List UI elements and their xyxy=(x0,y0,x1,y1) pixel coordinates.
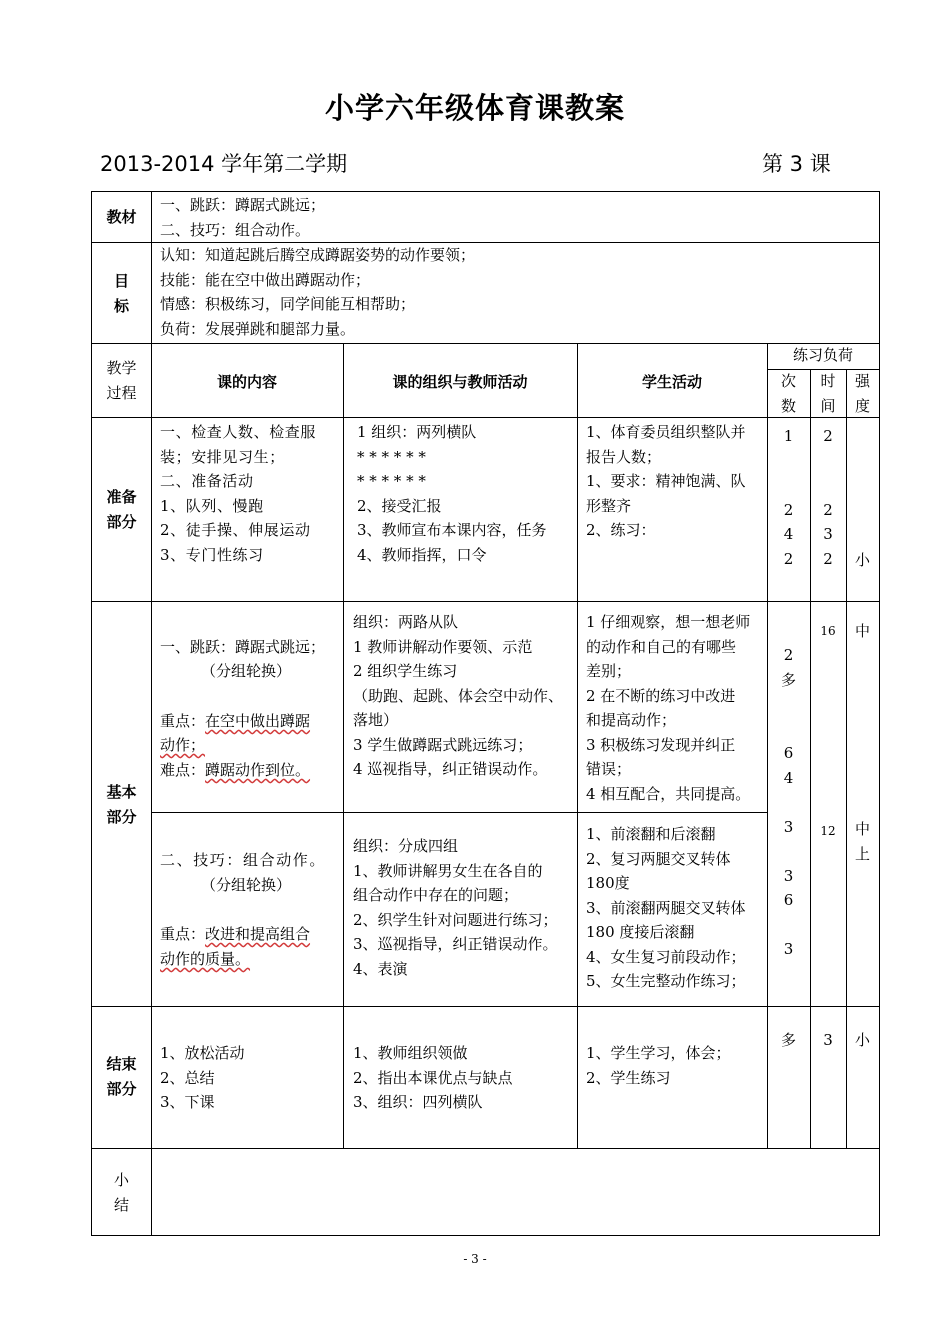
basic-label: 基本 部分 xyxy=(106,783,137,826)
org-header: 课的组织与教师活动 xyxy=(392,373,528,391)
times-header: 次 数 xyxy=(780,372,796,415)
end-time: 3 xyxy=(823,1031,833,1049)
jump-difficulty: 难点：蹲踞动作到位。 xyxy=(160,761,311,779)
end-content: 1、放松活动 2、总结 3、下课 xyxy=(160,1044,245,1111)
row-divider xyxy=(92,343,879,344)
material-label: 教材 xyxy=(106,208,137,226)
goals-text: 认知：知道起跳后腾空成蹲踞姿势的动作要领； 技能：能在空中做出蹲踞动作； 情感：积极练习，同学间能互相帮助； 负荷：发展弹跳和腿部力量。 xyxy=(160,246,476,338)
term-label: 2013-2014 学年第二学期 xyxy=(100,152,348,176)
jump-key-point-cont: 动作； xyxy=(160,736,206,754)
jump-org: 组织：两路从队 1 教师讲解动作要领、示范 2 组织学生练习 （助跑、起跳、体会空中动作、 落地） 3 学生做蹲踞式跳远练习； 4 巡视指导，纠正错误动作。 xyxy=(353,613,564,778)
prep-label: 准备 部分 xyxy=(106,488,137,531)
prep-time: 2 2 3 2 xyxy=(823,427,833,568)
row-divider xyxy=(92,601,879,602)
col-divider xyxy=(151,192,152,1235)
skill-rotate: （分组轮换） xyxy=(201,876,292,894)
load-header: 练习负荷 xyxy=(792,346,853,364)
intensity-header: 强 度 xyxy=(854,372,870,415)
row-divider xyxy=(151,812,767,813)
process-header: 教学 过程 xyxy=(106,359,137,402)
prep-content: 一、检查人数、检查服 装；安排见习生； 二、准备活动 1、队列、慢跑 2、徒手操、伸展运动 3、专门性练习 xyxy=(160,423,317,564)
prep-intensity: 小 xyxy=(854,551,870,569)
goals-label: 目 标 xyxy=(113,272,129,315)
jump-student: 1 仔细观察，想一想老师 的动作和自己的有哪些 差别； 2 在不断的练习中改进 和提高动作； 3 积极练习发现并纠正 错误； 4 相互配合，共同提高。 xyxy=(586,613,751,803)
prep-org: 1 组织：两列横队 * * * * * * * * * * * * 2、接受汇报 3、教师宣布本课内容，任务 4、教师指挥，口令 xyxy=(357,423,547,564)
row-divider xyxy=(92,1006,879,1007)
jump-time: 16 xyxy=(820,624,836,638)
skill-time: 12 xyxy=(820,824,836,838)
row-divider xyxy=(92,1148,879,1149)
end-org: 1、教师组织领做 2、指出本课优点与缺点 3、组织：四列横队 xyxy=(353,1044,513,1111)
lesson-number: 第 3 课 xyxy=(762,152,831,176)
col-divider xyxy=(343,343,344,1148)
skill-intensity: 中 上 xyxy=(854,820,870,863)
jump-intensity: 中 xyxy=(854,622,870,640)
material-text: 一、跳跃：蹲踞式跳远； 二、技巧：组合动作。 xyxy=(160,196,326,239)
skill-key-point-cont: 动作的质量。 xyxy=(160,950,251,968)
col-divider xyxy=(577,343,578,1148)
end-label: 结束 部分 xyxy=(106,1055,137,1098)
time-header: 时 间 xyxy=(820,372,836,415)
summary-label: 小 结 xyxy=(113,1171,129,1214)
content-header: 课的内容 xyxy=(216,373,277,391)
end-intensity: 小 xyxy=(854,1031,870,1049)
row-divider xyxy=(92,417,879,418)
prep-times: 1 2 4 2 xyxy=(783,427,794,568)
end-times: 多 xyxy=(780,1031,796,1049)
skill-key-point: 重点：改进和提高组合 xyxy=(160,925,311,943)
end-student: 1、学生学习，体会； 2、学生练习 xyxy=(586,1044,731,1087)
skill-org: 组织：分成四组 1、教师讲解男女生在各自的 组合动作中存在的问题； 2、织学生针对问题进行练习； 3、巡视指导，纠正错误动作。 4、表演 xyxy=(353,837,558,978)
skill-student: 1、前滚翻和后滚翻 2、复习两腿交叉转体 180度 3、前滚翻两腿交叉转体 180 度接后滚翻 4、女生复习前段动作； 5、女生完整动作练习； xyxy=(586,825,746,990)
page-number: - 3 - xyxy=(463,1252,487,1266)
page-title: 小学六年级体育课教案 xyxy=(324,91,625,125)
lesson-plan-table xyxy=(91,191,880,1236)
student-header: 学生活动 xyxy=(641,373,702,391)
prep-student: 1、体育委员组织整队并 报告人数； 1、要求：精神饱满、队 形整齐 2、练习： xyxy=(586,423,746,539)
jump-key-point: 重点：在空中做出蹲踞 xyxy=(160,712,311,730)
jump-rotate: （分组轮换） xyxy=(201,662,292,680)
skill-title: 二、技巧：组合动作。 xyxy=(160,851,327,869)
jump-title: 一、跳跃：蹲踞式跳远； xyxy=(160,638,326,656)
basic-times: 2 多 6 4 3 3 6 3 xyxy=(780,646,796,958)
